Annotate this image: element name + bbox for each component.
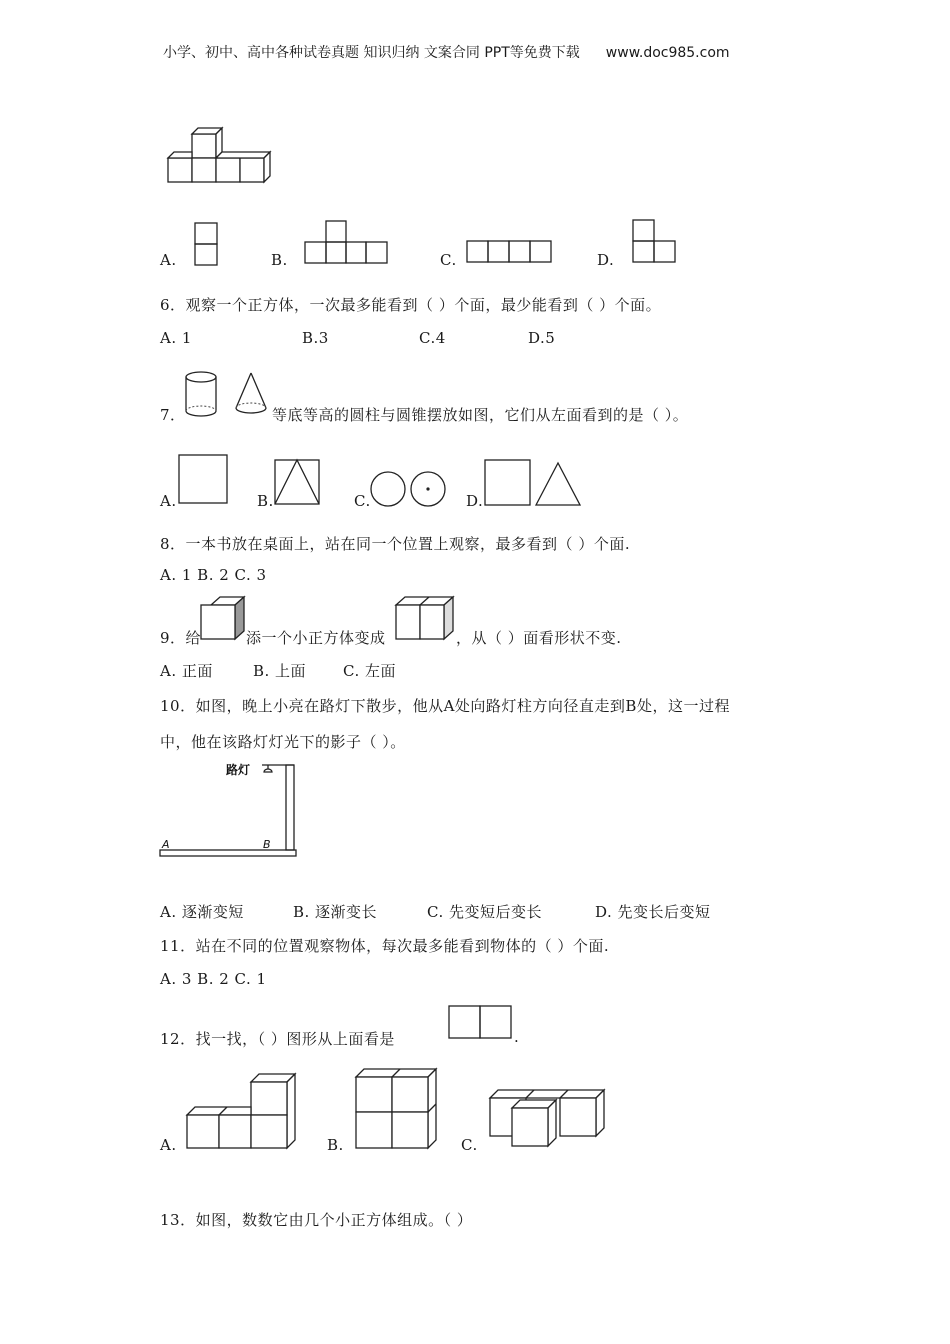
q7-stem: 等底等高的圆柱与圆锥摆放如图，它们从左面看到的是（ ）。 [272,406,689,424]
q5-figure [160,120,280,190]
q10-streetlamp-figure [158,758,303,862]
q10-option-d: D. 先变长后变短 [595,903,711,921]
q12-option-b: B. [327,1136,344,1154]
q10-stem-line2: 中，他在该路灯灯光下的影子（ ）。 [160,733,406,751]
q7-cylinder-cone-figure [184,370,272,420]
q10-option-c: C. 先变短后变长 [427,903,542,921]
q7-option-b: B. [257,492,274,510]
q9-figure-after [395,595,459,645]
q12-option-a-figure [185,1072,300,1154]
q5-option-d: D. [597,251,615,269]
q5-option-c: C. [440,251,457,269]
q12-option-c: C. [461,1136,478,1154]
q9-figure-before [200,595,248,645]
q12-top-view-figure [448,1005,514,1041]
q6-option-a: A. 1 [160,329,192,347]
q7-option-d-figure [484,459,584,509]
q9-option-c: C. 左面 [343,662,396,680]
q9-text-2: 添一个小正方体变成 [246,629,386,647]
q7-option-b-figure [274,459,322,507]
q10-point-a: A [162,838,170,851]
q10-stem-line1: 10．如图，晚上小亮在路灯下散步，他从A处向路灯柱方向径直走到B处，这一过程 [160,697,730,715]
q6-stem: 6．观察一个正方体，一次最多能看到（ ）个面，最少能看到（ ）个面。 [160,296,662,314]
q9-text-1: 9．给 [160,629,202,647]
q12-option-c-figure [486,1086,608,1152]
q7-option-c-figure [370,471,450,509]
q9-option-b: B. 上面 [253,662,307,680]
q6-option-d: D.5 [528,329,556,347]
q8-options: A. 1 B. 2 C. 3 [160,566,267,584]
q5-option-a: A. [160,251,177,269]
q7-option-c: C. [354,492,371,510]
q7-option-a: A. [160,492,177,510]
q10-option-b: B. 逐渐变长 [293,903,378,921]
q12-stem-end: . [514,1028,520,1046]
q5-option-d-figure [632,219,678,265]
q5-option-c-figure [466,240,554,266]
q9-text-3: ，从（ ）面看形状不变. [456,629,622,647]
q10-lamp-label: 路灯 [226,763,251,777]
q13-stem: 13．如图，数数它由几个小正方体组成。（ ） [160,1211,473,1229]
q7-option-a-figure [178,454,230,506]
q7-number: 7． [160,406,186,424]
q11-stem: 11．站在不同的位置观察物体，每次最多能看到物体的（ ）个面. [160,937,610,955]
header-site: www.doc985.com [605,45,730,61]
q9-option-a: A. 正面 [160,662,213,680]
q7-option-d: D. [466,492,484,510]
q10-point-b: B [263,838,271,851]
q8-stem: 8．一本书放在桌面上，站在同一个位置上观察，最多看到（ ）个面. [160,535,631,553]
q12-stem: 12．找一找，（ ）图形从上面看是 [160,1030,395,1048]
q6-option-b: B.3 [302,329,329,347]
q5-option-b-figure [304,220,390,266]
header-text: 小学、初中、高中各种试卷真题 知识归纳 文案合同 PPT等免费下载 [163,45,580,61]
q6-option-c: C.4 [419,329,446,347]
q12-option-a: A. [160,1136,177,1154]
page-header [163,42,730,62]
q5-option-b: B. [271,251,288,269]
q11-options: A. 3 B. 2 C. 1 [160,970,267,988]
q12-option-b-figure [354,1066,440,1154]
q10-option-a: A. 逐渐变短 [160,903,244,921]
q5-option-a-figure [194,222,220,268]
